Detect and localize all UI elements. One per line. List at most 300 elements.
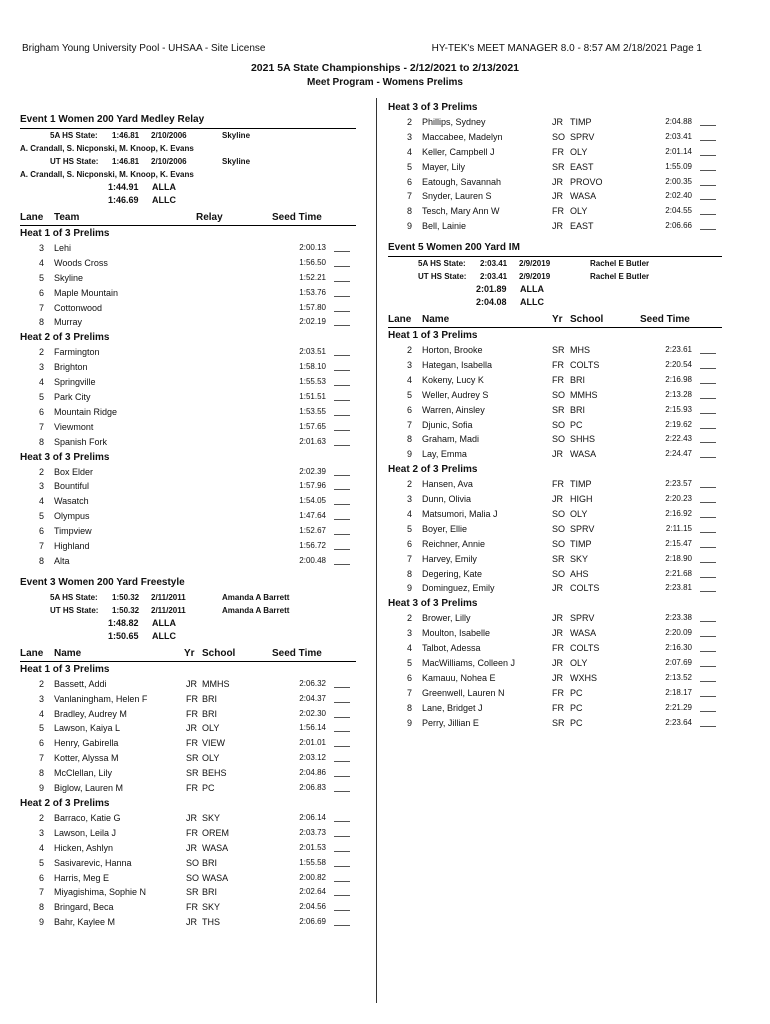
entry-row: [20, 736, 356, 751]
entry-row: [20, 465, 356, 480]
heat-label: Heat 2 of 3 Prelims: [388, 464, 478, 476]
event-title: Event 3 Women 200 Yard Freestyle: [20, 576, 185, 588]
swimmer-year: SR: [552, 161, 565, 172]
result-blank: [700, 155, 716, 156]
swimmer-name: Kotter, Alyssa M: [54, 753, 119, 764]
seed-time: 2:03.12: [299, 753, 326, 763]
swimmer-name: Lawson, Leila J: [54, 827, 117, 838]
result-blank: [334, 296, 350, 297]
entry-row: [20, 915, 356, 930]
seed-time: 1:55.53: [299, 377, 326, 387]
team-name: Viewmont: [54, 421, 94, 432]
swimmer-name: Lawson, Kaiya L: [54, 723, 121, 734]
result-blank: [700, 398, 716, 399]
team-name: Alta: [54, 555, 70, 566]
col-seed: Seed Time: [272, 212, 322, 223]
heat-label: Heat 3 of 3 Prelims: [388, 598, 478, 610]
swimmer-year: SR: [552, 553, 565, 564]
school-code: SHHS: [570, 434, 596, 445]
entry-row: [20, 826, 356, 841]
col-name: Name: [54, 647, 82, 659]
lane-number: 7: [38, 887, 44, 898]
event-title: Event 1 Women 200 Yard Medley Relay: [20, 112, 356, 129]
record-holder: Amanda A Barrett: [222, 605, 290, 615]
entry-row: [20, 524, 356, 539]
seed-time: 2:24.47: [665, 449, 692, 459]
lane-number: 3: [38, 693, 44, 704]
record-label: UT HS State:: [418, 272, 467, 282]
result-blank: [700, 442, 716, 443]
lane-number: 5: [38, 392, 44, 403]
school-code: SPRV: [570, 523, 595, 534]
entry-row: [20, 707, 356, 722]
record-line: [20, 591, 356, 604]
entry-row: [20, 841, 356, 856]
entry-row: [388, 552, 722, 567]
result-blank: [334, 776, 350, 777]
lane-number: 7: [38, 753, 44, 764]
swimmer-name: Perry, Jillian E: [422, 717, 479, 728]
result-blank: [700, 214, 716, 215]
entry-row: [20, 301, 356, 316]
heat-label: Heat 3 of 3 Prelims: [388, 102, 478, 113]
school-code: THS: [202, 917, 220, 928]
seed-time: 1:57.80: [299, 302, 326, 312]
lane-number: 6: [406, 404, 412, 415]
result-blank: [334, 445, 350, 446]
swimmer-name: Graham, Madi: [422, 434, 480, 445]
swimmer-year: SO: [552, 523, 566, 534]
school-code: WASA: [570, 191, 597, 202]
seed-time: 1:53.55: [299, 406, 326, 416]
time-standard: [20, 617, 356, 630]
entry-row: [388, 671, 722, 686]
swimmer-year: JR: [552, 449, 563, 460]
swimmer-name: Bringard, Beca: [54, 902, 114, 913]
seed-time: 2:01.14: [665, 146, 692, 156]
event-title: Event 5 Women 200 Yard IM: [388, 242, 520, 254]
swimmer-name: Bassett, Addi: [54, 678, 107, 689]
col-lane: Lane: [388, 314, 412, 326]
entry-row: [20, 375, 356, 390]
entry-row: [20, 554, 356, 569]
school-code: SKY: [202, 812, 221, 823]
entry-row: [20, 871, 356, 886]
seed-time: 2:13.52: [665, 672, 692, 682]
seed-time: 2:23.57: [665, 479, 692, 489]
lane-number: 6: [38, 738, 44, 749]
swimmer-year: SR: [186, 887, 199, 898]
lane-number: 5: [38, 723, 44, 734]
result-blank: [334, 355, 350, 356]
seed-time: 2:00.82: [299, 872, 326, 882]
swimmer-name: McClellan, Lily: [54, 768, 113, 779]
swimmer-year: JR: [552, 221, 563, 232]
entry-row: [388, 656, 722, 671]
seed-time: 1:55.09: [665, 161, 692, 171]
swimmer-year: JR: [186, 812, 197, 823]
time-standard: [388, 283, 722, 296]
lane-number: 7: [38, 541, 44, 552]
school-code: PROVO: [570, 176, 603, 187]
standard-time: 1:44.91: [108, 182, 139, 192]
entry-row: [20, 435, 356, 450]
lane-number: 9: [406, 717, 412, 728]
result-blank: [700, 636, 716, 637]
lane-number: 4: [406, 643, 412, 654]
record-line: [388, 270, 722, 283]
seed-time: 2:04.37: [299, 693, 326, 703]
entry-row: [20, 360, 356, 375]
lane-number: 7: [406, 419, 412, 430]
seed-time: 2:01.63: [299, 436, 326, 446]
standard-time: 1:50.65: [108, 630, 139, 641]
lane-number: 7: [38, 421, 44, 432]
result-blank: [334, 489, 350, 490]
heat-label: Heat 1 of 3 Prelims: [388, 330, 478, 342]
record-holder: Amanda A Barrett: [222, 592, 290, 602]
result-blank: [700, 170, 716, 171]
result-blank: [334, 311, 350, 312]
lane-number: 9: [38, 917, 44, 928]
swimmer-year: SO: [552, 538, 566, 549]
seed-time: 2:16.92: [665, 509, 692, 519]
team-name: Skyline: [54, 272, 84, 283]
lane-number: 6: [406, 672, 412, 683]
seed-time: 2:06.14: [299, 812, 326, 822]
school-code: OLY: [570, 509, 588, 520]
result-blank: [700, 125, 716, 126]
swimmer-year: FR: [552, 374, 564, 385]
lane-number: 6: [38, 406, 44, 417]
lane-number: 6: [38, 287, 44, 298]
swimmer-year: SO: [552, 389, 566, 400]
lane-number: 2: [38, 812, 44, 823]
standard-code: ALLC: [152, 630, 176, 641]
swimmer-year: FR: [552, 146, 564, 157]
entry-row: [388, 447, 722, 462]
seed-time: 2:04.88: [665, 117, 692, 126]
col-lane: Lane: [20, 647, 44, 659]
result-blank: [700, 185, 716, 186]
lane-number: 3: [38, 243, 44, 253]
seed-time: 2:23.81: [665, 583, 692, 593]
seed-time: 2:02.40: [665, 191, 692, 201]
record-time: 1:46.81: [112, 157, 140, 166]
col-school: School: [570, 314, 604, 326]
swimmer-name: Djunic, Sofia: [422, 419, 473, 430]
right-column: [388, 100, 722, 731]
lane-number: 6: [406, 176, 412, 187]
lane-number: 2: [406, 117, 412, 127]
lane-number: 5: [406, 161, 412, 172]
seed-time: 2:23.64: [665, 717, 692, 727]
entry-row: [20, 479, 356, 494]
col-seed: Seed Time: [640, 314, 690, 326]
result-blank: [700, 711, 716, 712]
entry-row: [20, 494, 356, 509]
record-holder: Rachel E Butler: [590, 272, 650, 282]
entry-row: [20, 420, 356, 435]
seed-time: 2:03.51: [299, 347, 326, 357]
lane-number: 5: [406, 523, 412, 534]
team-name: Box Elder: [54, 466, 94, 477]
school-code: BEHS: [202, 768, 227, 779]
school-code: BRI: [570, 374, 586, 385]
seed-time: 1:58.10: [299, 362, 326, 372]
school-code: AHS: [570, 568, 589, 579]
swimmer-year: SR: [186, 768, 199, 779]
lane-number: 7: [38, 302, 44, 313]
lane-number: 8: [406, 206, 412, 217]
col-name: Name: [422, 314, 450, 326]
school-code: WASA: [570, 449, 597, 460]
seed-time: 2:01.01: [299, 738, 326, 748]
result-blank: [334, 549, 350, 550]
school-code: WASA: [202, 872, 229, 883]
result-blank: [700, 413, 716, 414]
result-blank: [700, 726, 716, 727]
entry-row: [388, 641, 722, 656]
result-blank: [700, 577, 716, 578]
result-blank: [334, 895, 350, 896]
swimmer-year: JR: [186, 917, 197, 928]
lane-number: 8: [38, 555, 44, 566]
entry-row: [20, 271, 356, 286]
result-blank: [334, 910, 350, 911]
col-school: School: [202, 647, 236, 659]
swimmer-year: SO: [552, 434, 566, 445]
result-blank: [700, 681, 716, 682]
swimmer-year: JR: [552, 658, 563, 669]
result-blank: [700, 532, 716, 533]
result-blank: [700, 562, 716, 563]
result-blank: [334, 281, 350, 282]
result-blank: [334, 400, 350, 401]
swimmer-name: Dunn, Olivia: [422, 494, 472, 505]
lane-number: 9: [406, 221, 412, 232]
lane-number: 9: [38, 783, 44, 794]
swimmer-name: Harris, Meg E: [54, 872, 110, 883]
swimmer-name: Eatough, Savannah: [422, 176, 502, 187]
seed-time: 2:00.35: [665, 176, 692, 186]
swimmer-name: Henry, Gabirella: [54, 738, 119, 749]
lane-number: 9: [406, 449, 412, 460]
seed-time: 2:18.17: [665, 687, 692, 697]
school-code: PC: [570, 419, 583, 430]
entry-row: [388, 373, 722, 388]
result-blank: [334, 534, 350, 535]
time-standard: [20, 630, 356, 643]
lane-number: 4: [406, 374, 412, 385]
seed-time: 2:01.53: [299, 842, 326, 852]
team-name: Highland: [54, 541, 90, 552]
swimmer-year: SO: [552, 509, 566, 520]
swimmer-name: Hansen, Ava: [422, 479, 473, 490]
seed-time: 1:55.58: [299, 857, 326, 867]
team-name: Woods Cross: [54, 257, 108, 268]
swimmer-name: Biglow, Lauren M: [54, 783, 124, 794]
entry-row: [388, 492, 722, 507]
swimmer-name: Horton, Brooke: [422, 345, 483, 356]
school-code: EAST: [570, 161, 594, 172]
lane-number: 3: [38, 362, 44, 373]
school-code: TIMP: [570, 117, 592, 127]
seed-time: 2:03.73: [299, 827, 326, 837]
record-line: [20, 604, 356, 617]
swimmer-name: Barraco, Katie G: [54, 812, 121, 823]
seed-time: 2:15.93: [665, 404, 692, 414]
lane-number: 5: [38, 272, 44, 283]
result-blank: [334, 415, 350, 416]
seed-time: 2:06.66: [665, 221, 692, 231]
heat-label: Heat 1 of 3 Prelims: [20, 228, 110, 239]
lane-number: 4: [38, 496, 44, 507]
entry-row: [388, 418, 722, 433]
result-blank: [334, 821, 350, 822]
seed-time: 2:23.38: [665, 613, 692, 623]
seed-time: 2:22.43: [665, 434, 692, 444]
result-blank: [334, 761, 350, 762]
top-spacer: [20, 100, 356, 106]
result-blank: [700, 487, 716, 488]
standard-time: 2:04.08: [476, 297, 507, 308]
record-line: [20, 155, 356, 168]
team-name: Farmington: [54, 347, 100, 358]
result-blank: [700, 502, 716, 503]
meet-subtitle: Meet Program - Womens Prelims: [307, 77, 463, 88]
swimmer-year: JR: [552, 583, 563, 594]
column-header: [20, 211, 356, 226]
seed-time: 2:11.15: [665, 523, 692, 533]
team-name: Timpview: [54, 526, 92, 537]
school-code: OLY: [570, 146, 588, 157]
swimmer-year: FR: [186, 693, 198, 704]
lane-number: 3: [406, 360, 412, 371]
school-code: OLY: [202, 753, 220, 764]
school-code: PC: [202, 783, 215, 794]
seed-time: 2:00.13: [299, 243, 326, 252]
swimmer-name: Lay, Emma: [422, 449, 467, 460]
entry-row: [20, 286, 356, 301]
swimmer-year: FR: [186, 738, 198, 749]
swimmer-name: Lane, Bridget J: [422, 702, 483, 713]
swimmer-name: Moulton, Isabelle: [422, 628, 491, 639]
swimmer-year: JR: [186, 678, 197, 689]
swimmer-year: FR: [552, 206, 564, 217]
record-label: UT HS State:: [50, 157, 99, 166]
lane-number: 2: [406, 345, 412, 356]
swimmer-year: SO: [552, 419, 566, 430]
entry-row: [20, 539, 356, 554]
school-code: PC: [570, 717, 583, 728]
seed-time: 2:18.90: [665, 553, 692, 563]
swimmer-name: Harvey, Emily: [422, 553, 477, 564]
entry-row: [20, 721, 356, 736]
lane-number: 2: [406, 613, 412, 624]
software-info: HY-TEK's MEET MANAGER 8.0 - 8:57 AM 2/18/2021 Page 1: [431, 43, 702, 54]
seed-time: 2:02.64: [299, 887, 326, 897]
entry-row: [20, 315, 356, 330]
team-name: Mountain Ridge: [54, 406, 118, 417]
time-standard: [20, 181, 356, 194]
record-time: 2:03.41: [480, 259, 508, 269]
lane-number: 8: [406, 434, 412, 445]
team-name: Brighton: [54, 362, 88, 373]
lane-number: 2: [38, 466, 44, 477]
swimmer-name: Greenwell, Lauren N: [422, 687, 505, 698]
result-blank: [700, 428, 716, 429]
lane-number: 7: [406, 553, 412, 564]
site-license: Brigham Young University Pool - UHSAA - Site License: [22, 43, 266, 54]
seed-time: 1:52.21: [299, 272, 326, 282]
swimmer-year: FR: [552, 360, 564, 371]
result-blank: [700, 621, 716, 622]
page-header: [20, 43, 702, 57]
school-code: PC: [570, 687, 583, 698]
result-blank: [334, 717, 350, 718]
result-blank: [700, 368, 716, 369]
seed-time: 2:00.48: [299, 555, 326, 565]
heat-label: Heat 2 of 3 Prelims: [20, 797, 110, 809]
seed-time: 1:47.64: [299, 511, 326, 521]
entry-row: [388, 626, 722, 641]
entry-row: [20, 900, 356, 915]
entry-row: [20, 405, 356, 420]
seed-time: 2:06.83: [299, 783, 326, 793]
school-code: SPRV: [570, 131, 595, 142]
swimmer-year: SO: [186, 857, 200, 868]
school-code: OLY: [570, 658, 588, 669]
result-blank: [334, 791, 350, 792]
entry-row: [388, 432, 722, 447]
entry-row: [20, 345, 356, 360]
meet-title: 2021 5A State Championships - 2/12/2021 to 2/13/2021: [250, 62, 520, 74]
school-code: SKY: [570, 553, 589, 564]
seed-time: 2:02.30: [299, 708, 326, 718]
swimmer-name: Kamauu, Nohea E: [422, 672, 496, 683]
entry-row: [20, 509, 356, 524]
result-blank: [334, 687, 350, 688]
seed-time: 2:03.41: [665, 131, 692, 141]
lane-number: 4: [38, 842, 44, 853]
team-name: Lehi: [54, 243, 72, 253]
standard-time: 1:48.82: [108, 617, 139, 628]
relay-swimmers: A. Crandall, S. Nicponski, M. Knoop, K. Evans: [20, 144, 194, 153]
record-date: 2/10/2006: [151, 157, 187, 166]
lane-number: 5: [38, 511, 44, 522]
swimmer-name: Boyer, Ellie: [422, 523, 468, 534]
column-divider: [376, 98, 377, 1003]
entry-row: [388, 403, 722, 418]
lane-number: 3: [406, 628, 412, 639]
swimmer-year: JR: [186, 842, 197, 853]
record-line: [20, 129, 356, 142]
result-blank: [334, 519, 350, 520]
seed-time: 2:21.68: [665, 568, 692, 578]
seed-time: 1:57.65: [299, 421, 326, 431]
result-blank: [334, 385, 350, 386]
school-code: COLTS: [570, 643, 600, 654]
school-code: SKY: [202, 902, 221, 913]
seed-time: 2:20.54: [665, 360, 692, 370]
seed-time: 2:16.30: [665, 643, 692, 653]
entry-row: [388, 189, 722, 204]
swimmer-name: Miyagishima, Sophie N: [54, 887, 147, 898]
entry-row: [20, 256, 356, 271]
swimmer-name: Mayer, Lily: [422, 161, 466, 172]
school-code: VIEW: [202, 738, 226, 749]
